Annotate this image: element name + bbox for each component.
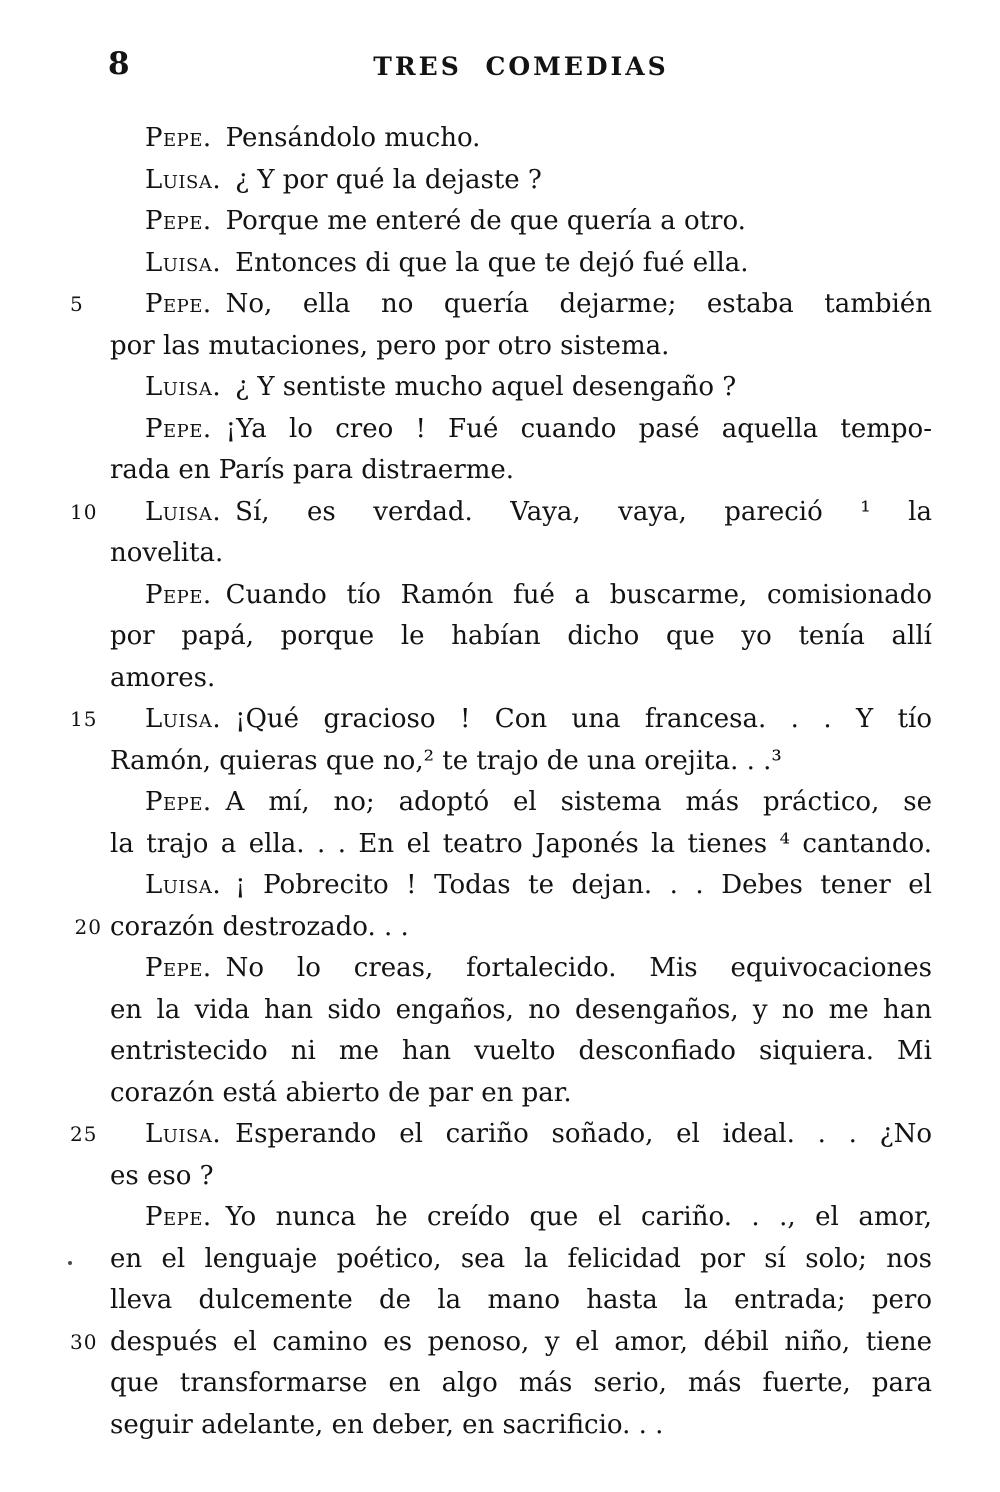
text-line [70,1114,932,1156]
text-line [110,1073,932,1115]
dialogue-text: la trajo a ella. . . En el teatro Japonés la tienes ⁴ cantando. [110,828,932,859]
dialogue-text: en la vida han sido engaños, no desengaños, y no me han [110,994,932,1025]
dialogue-text: en el lenguaje poético, sea la felicidad por sí solo; nos [110,1243,932,1274]
margin-line-number: 20 [74,914,102,939]
dialogue-text: por papá, porque le habían dicho que yo tenía allí [110,621,932,651]
text-line [110,824,932,866]
text-line [110,658,932,700]
dialogue-text: rada en París para distraerme. [110,455,515,485]
speaker-name: Pepe. [145,123,212,153]
dialogue-text: ¿ Y por qué la dejaste ? [235,164,542,195]
text-line [110,1239,932,1281]
text-line [70,1322,932,1364]
dialogue-text: Pensándolo mucho. [225,123,481,153]
text-line [110,118,932,160]
text-line [70,699,932,741]
dialogue-text: corazón está abierto de par en par. [110,1077,572,1108]
dialogue-text-block [70,118,932,1446]
margin-line-number: 25 [70,1122,98,1146]
speaker-name: Pepe. [145,289,212,319]
text-line [110,533,932,575]
speaker-name: Pepe. [145,1202,212,1232]
speaker-name: Luisa. [145,247,222,278]
dialogue-text: ¡ Pobrecito ! Todas te dejan. . . Debes tener el [235,870,932,900]
speaker-name: Pepe. [145,413,212,444]
text-line [110,948,932,990]
dialogue-text: por las mutaciones, pero por otro sistema. [110,330,670,361]
dialogue-text: seguir adelante, en deber, en sacrificio. . . [110,1409,664,1440]
dialogue-text: corazón destrozado. . . [110,911,409,942]
text-line [74,907,932,949]
dialogue-text: Yo nunca he creído que el cariño. . ., el amor, [225,1202,932,1232]
speaker-name: Luisa. [145,372,222,402]
speaker-name: Pepe. [145,579,212,610]
text-line [110,616,932,658]
text-line [110,450,932,492]
text-line [110,782,932,824]
text-line [110,1405,932,1447]
text-line [70,492,932,534]
speaker-name: Luisa. [145,1119,222,1149]
text-line [110,1197,932,1239]
margin-line-number: 30 [70,1329,98,1354]
dialogue-text: amores. [110,662,216,693]
text-line [110,575,932,617]
speaker-name: Pepe. [145,787,212,817]
text-line [110,990,932,1032]
dialogue-text: es eso ? [110,1160,214,1191]
speaker-name: Luisa. [145,870,222,900]
text-line [110,367,932,409]
text-line [110,1363,932,1405]
dialogue-text: novelita. [110,538,224,568]
text-line [110,1156,932,1198]
margin-line-number: 15 [70,707,98,731]
dialogue-text: Sí, es verdad. Vaya, vaya, pareció ¹ la [235,496,932,527]
margin-line-number: 5 [70,292,84,316]
text-line [110,741,932,783]
dialogue-text: No lo creas, fortalecido. Mis equivocaciones [225,953,932,983]
running-title: TRES COMEDIAS [373,52,669,81]
page-number: 8 [108,46,131,82]
text-line [70,284,932,326]
speaker-name: Luisa. [145,704,222,734]
text-line [110,1031,932,1073]
dialogue-text: No, ella no quería dejarme; estaba también [225,289,932,319]
dialogue-text: Esperando el cariño soñado, el ideal. . . ¿No [235,1119,932,1149]
text-line [110,201,932,243]
dialogue-text: lleva dulcemente de la mano hasta la entrada; pero [110,1285,932,1315]
margin-line-number: 10 [70,499,98,524]
dialogue-text: Cuando tío Ramón fué a buscarme, comisionado [225,579,932,610]
dialogue-text: ¡Qué gracioso ! Con una francesa. . . Y tío [235,704,932,734]
text-line [110,160,932,202]
dialogue-text: Ramón, quieras que no,² te trajo de una orejita. . .³ [110,745,782,776]
text-line [110,243,932,285]
text-line [110,1280,932,1322]
dialogue-text: ¿ Y sentiste mucho aquel desengaño ? [235,372,737,402]
ink-spot [68,1261,72,1265]
text-line [110,409,932,451]
dialogue-text: ¡Ya lo creo ! Fué cuando pasé aquella tempo- [225,413,932,444]
dialogue-text: Entonces di que la que te dejó fué ella. [235,247,749,278]
text-line [110,865,932,907]
speaker-name: Luisa. [145,164,222,195]
dialogue-text: entristecido ni me han vuelto desconfiado siquiera. Mi [110,1036,932,1066]
speaker-name: Pepe. [145,953,212,983]
dialogue-text: A mí, no; adoptó el sistema más práctico, se [225,787,932,817]
text-line [110,326,932,368]
dialogue-text: Porque me enteré de que quería a otro. [225,206,746,236]
speaker-name: Luisa. [145,496,222,527]
dialogue-text: después el camino es penoso, y el amor, débil niño, tiene [110,1326,932,1357]
dialogue-text: que transformarse en algo más serio, más fuerte, para [110,1368,932,1398]
speaker-name: Pepe. [145,206,212,236]
